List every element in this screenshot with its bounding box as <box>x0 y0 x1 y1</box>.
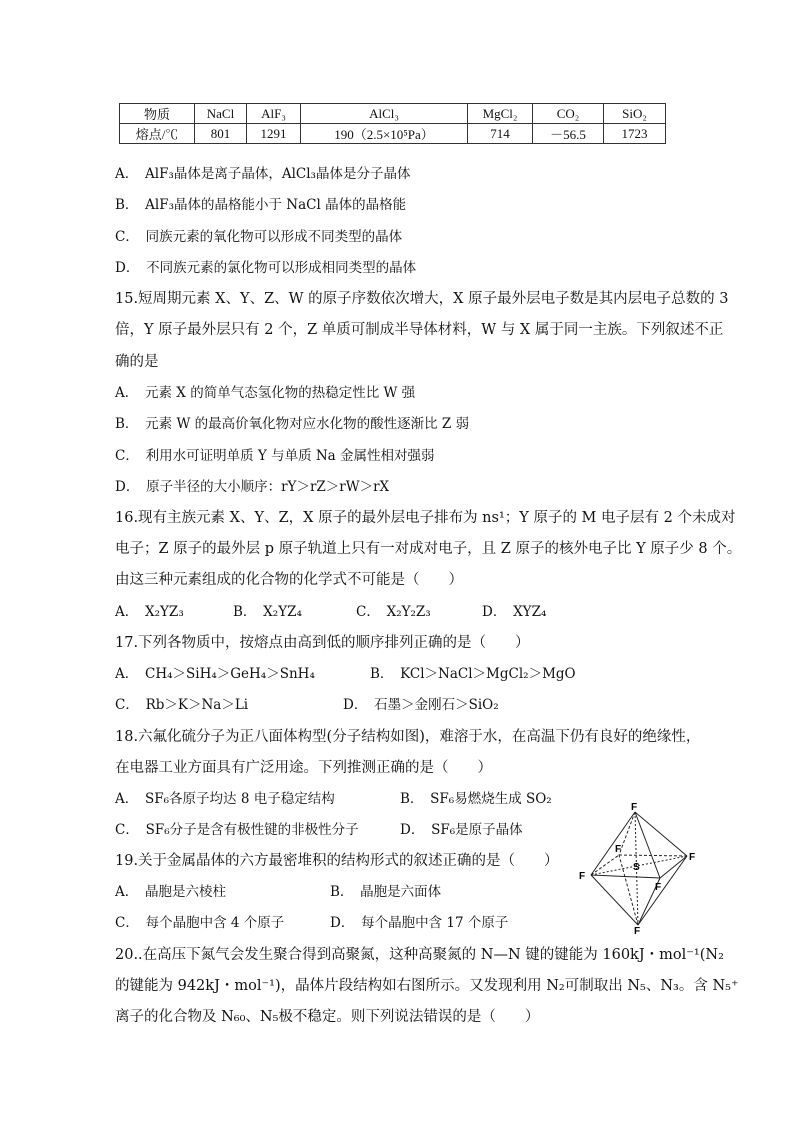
atom-label: F <box>634 926 641 935</box>
q15-option-b: B． 元素 W 的最高价氧化物对应水化物的酸性逐渐比 Z 弱 <box>115 416 470 432</box>
table-cell: MgCl₂ <box>468 104 533 124</box>
table-cell: 1723 <box>604 124 666 144</box>
q18-option-b: B． SF₆易燃烧生成 SO₂ <box>400 791 552 807</box>
table-cell: 熔点/℃ <box>120 124 195 144</box>
table-row <box>120 104 666 124</box>
q19-option-b: B． 晶胞是六面体 <box>330 884 442 900</box>
q16-option-a: A． X₂YZ₃ <box>115 604 184 620</box>
table-cell: 物质 <box>120 104 195 124</box>
q20-stem-line-3: 离子的化合物及 N₆₀、N₅极不稳定。则下列说法错误的是（ ） <box>115 1009 540 1025</box>
q16-stem-line-3: 由这三种元素组成的化合物的化学式不可能是（ ） <box>115 572 463 588</box>
atom-label: F <box>655 882 662 893</box>
atom-label: F <box>689 852 696 863</box>
q20-stem-line-1: 20..在高压下氮气会发生聚合得到高聚氮，这种高聚氮的 N—N 键的键能为 160kJ・mol⁻¹(N₂ <box>115 947 724 963</box>
q17-option-a: A． CH₄＞SiH₄＞GeH₄＞SnH₄ <box>115 666 315 682</box>
q17-option-d: D． 石墨＞金刚石＞SiO₂ <box>343 697 499 713</box>
table-row <box>120 124 666 144</box>
melting-point-table <box>119 103 666 144</box>
table-cell: 714 <box>468 124 533 144</box>
q14-option-d: D． 不同族元素的氯化物可以形成相同类型的晶体 <box>115 260 417 276</box>
q17-option-c: C． Rb＞K＞Na＞Li <box>115 697 249 713</box>
q16-stem-line-1: 16.现有主族元素 X、Y、Z，X 原子的最外层电子排布为 ns¹；Y 原子的 M 电子层有 2 个未成对 <box>115 510 736 526</box>
q16-stem-line-2: 电子；Z 原子的最外层 p 原子轨道上只有一对成对电子，且 Z 原子的核外电子比 Y 原子少 8 个。 <box>115 541 742 557</box>
q14-option-a: A． AlF₃晶体是离子晶体，AlCl₃晶体是分子晶体 <box>115 166 411 182</box>
atom-label: S <box>633 862 640 873</box>
table-cell: 801 <box>195 124 247 144</box>
atom-label: F <box>579 871 586 882</box>
table-cell: 1291 <box>247 124 301 144</box>
sf6-octahedron-figure <box>575 800 705 935</box>
q18-stem-line-2: 在电器工业方面具有广泛用途。下列推测正确的是（ ） <box>115 760 492 776</box>
q19-option-d: D． 每个晶胞中含 17 个原子 <box>330 915 509 931</box>
q15-stem-line-1: 15.短周期元素 X、Y、Z、W 的原子序数依次增大，X 原子最外层电子数是其内层电子总数的 3 <box>115 291 729 307</box>
q17-option-b: B． KCl＞NaCl＞MgCl₂＞MgO <box>370 666 576 682</box>
table-cell: CO₂ <box>533 104 604 124</box>
q15-option-d: D． 原子半径的大小顺序：rY＞rZ＞rW＞rX <box>115 479 390 495</box>
table-cell: NaCl <box>195 104 247 124</box>
q14-option-b: B． AlF₃晶体的晶格能小于 NaCl 晶体的晶格能 <box>115 197 407 213</box>
table-cell: AlF₃ <box>247 104 301 124</box>
q15-option-c: C． 利用水可证明单质 Y 与单质 Na 金属性相对强弱 <box>115 448 435 464</box>
q15-stem-line-2: 倍，Y 原子最外层只有 2 个，Z 单质可制成半导体材料，W 与 X 属于同一主族。下列叙述不正 <box>115 322 724 338</box>
atom-label: F <box>615 844 622 855</box>
q17-stem: 17.下列各物质中，按熔点由高到低的顺序排列正确的是（ ） <box>115 635 530 651</box>
q14-option-c: C． 同族元素的氧化物可以形成不同类型的晶体 <box>115 229 403 245</box>
q20-stem-line-2: 的键能为 942kJ・mol⁻¹)，晶体片段结构如右图所示。又发现利用 N₂可制取出 N₅、N₃。含 N₅⁺ <box>115 978 739 994</box>
q15-option-a: A． 元素 X 的简单气态氢化物的热稳定性比 W 强 <box>115 385 416 401</box>
table-cell: SiO₂ <box>604 104 666 124</box>
q19-option-c: C． 每个晶胞中含 4 个原子 <box>115 915 285 931</box>
table-cell: 190（2.5×10⁵Pa） <box>301 124 468 144</box>
q19-stem: 19.关于金属晶体的六方最密堆积的结构形式的叙述正确的是（ ） <box>115 853 559 869</box>
q16-option-d: D． XYZ₄ <box>482 604 547 620</box>
atom-label: F <box>631 802 638 813</box>
q18-option-d: D． SF₆是原子晶体 <box>400 822 523 838</box>
q19-option-a: A． 晶胞是六棱柱 <box>115 884 226 900</box>
q16-option-c: C． X₂Y₂Z₃ <box>356 604 431 620</box>
q18-stem-line-1: 18.六氟化硫分子为正八面体构型(分子结构如图)，难溶于水，在高温下仍有良好的绝缘性， <box>115 729 701 745</box>
table-cell: AlCl₃ <box>301 104 468 124</box>
table-cell: －56.5 <box>533 124 604 144</box>
q18-option-a: A． SF₆各原子均达 8 电子稳定结构 <box>115 791 335 807</box>
q15-stem-line-3: 确的是 <box>115 354 159 370</box>
q16-option-b: B． X₂YZ₄ <box>233 604 302 620</box>
q18-option-c: C． SF₆分子是含有极性键的非极性分子 <box>115 822 359 838</box>
